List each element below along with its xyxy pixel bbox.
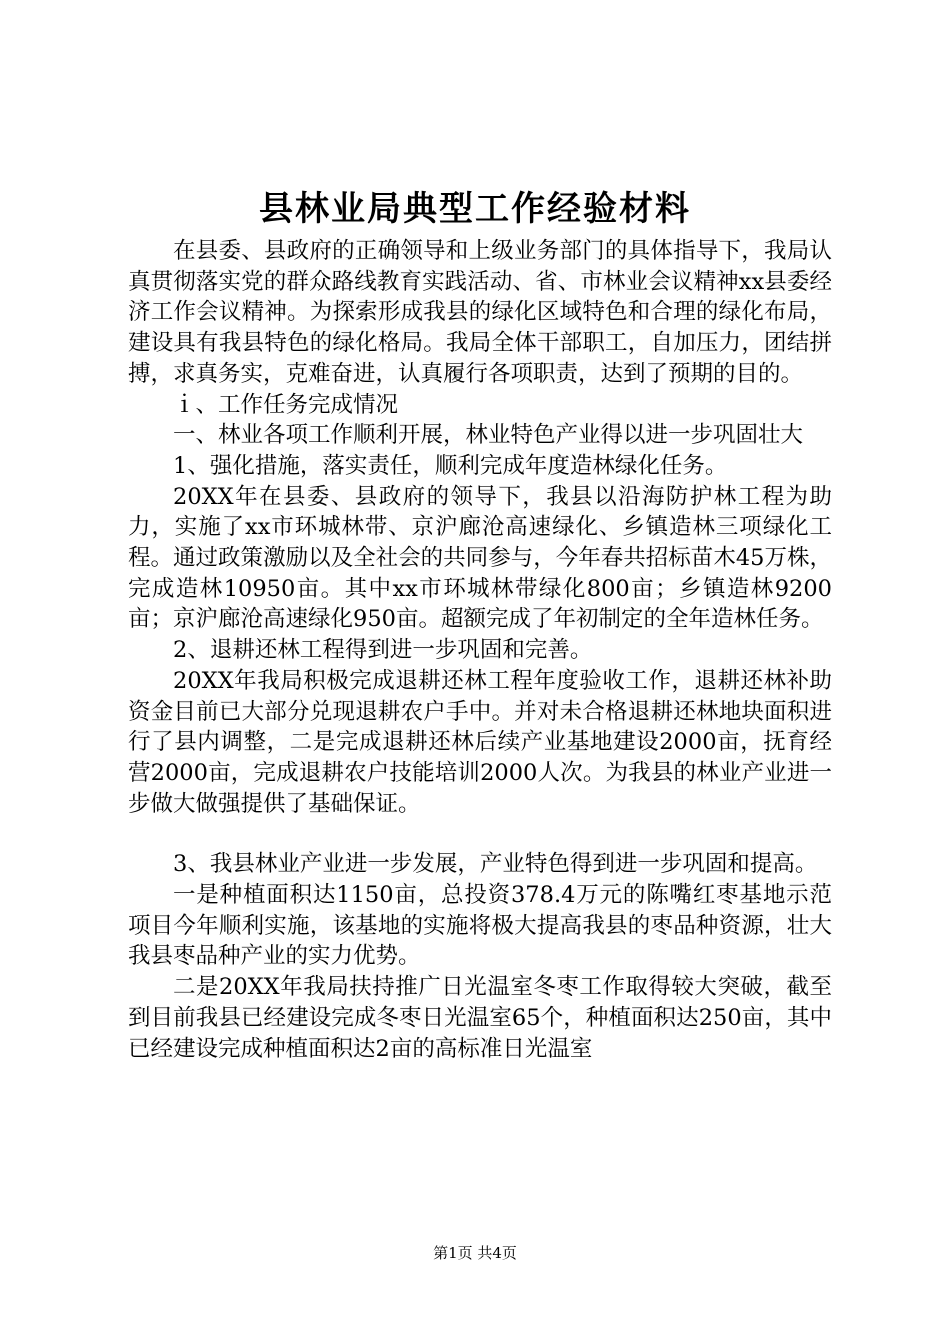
document-title: 县林业局典型工作经验材料 <box>259 189 691 229</box>
subsection-heading: 一、林业各项工作顺利开展，林业特色产业得以进一步巩固壮大 <box>173 422 804 449</box>
item-heading-3: 3、我县林业产业进一步发展，产业特色得到进一步巩固和提高。 <box>173 851 818 878</box>
item-heading-2: 2、退耕还林工程得到进一步巩固和完善。 <box>173 637 593 664</box>
paragraph-intro: 在县委、县政府的正确领导和上级业务部门的具体指导下，我局认真贯彻落实党的群众路线教育实践活动、省、市林业会议精神xx县委经济工作会议精神。为探索形成我县的绿化区域特色和合理的绿化布局，建设具有我县特色的绿化格局。我局全体干部职工，自加压力，团结拼搏，求真务实，克难奋进，认真履行各项职责，达到了预期的目的。 <box>128 238 832 387</box>
paragraph-jujube-base: 一是种植面积达1150亩，总投资378.4万元的陈嘴红枣基地示范项目今年顺利实施，该基地的实施将极大提高我县的枣品种资源，壮大我县枣品种产业的实力优势。 <box>128 882 832 970</box>
section-heading: ｉ、工作任务完成情况 <box>173 391 399 418</box>
item-heading-1: 1、强化措施，落实责任，顺利完成年度造林绿化任务。 <box>173 452 728 479</box>
page-footer: 第1页 共4页 <box>433 1244 517 1262</box>
paragraph-returning-farmland: 20XX年我局积极完成退耕还林工程年度验收工作，退耕还林补助资金目前已大部分兑现退耕农户手中。并对未合格退耕还林地块面积进行了县内调整，二是完成退耕还林后续产业基地建设2000亩，抚育经营2000亩，完成退耕农户技能培训2000人次。为我县的林业产业进一步做大做强提供了基础保证。 <box>128 667 832 817</box>
paragraph-greenhouse: 二是20XX年我局扶持推广日光温室冬枣工作取得较大突破，截至到目前我县已经建设完成冬枣日光温室65个，种植面积达250亩，其中已经建设完成种植面积达2亩的高标准日光温室 <box>128 974 832 1062</box>
document-body <box>128 236 832 1064</box>
paragraph-afforestation: 20XX年在县委、县政府的领导下，我县以沿海防护林工程为助力，实施了xx市环城林带、京沪廊沧高速绿化、乡镇造林三项绿化工程。通过政策激励以及全社会的共同参与，今年春共招标苗木45万株，完成造林10950亩。其中xx市环城林带绿化800亩；乡镇造林9200亩；京沪廊沧高速绿化950亩。超额完成了年初制定的全年造林任务。 <box>128 483 832 633</box>
